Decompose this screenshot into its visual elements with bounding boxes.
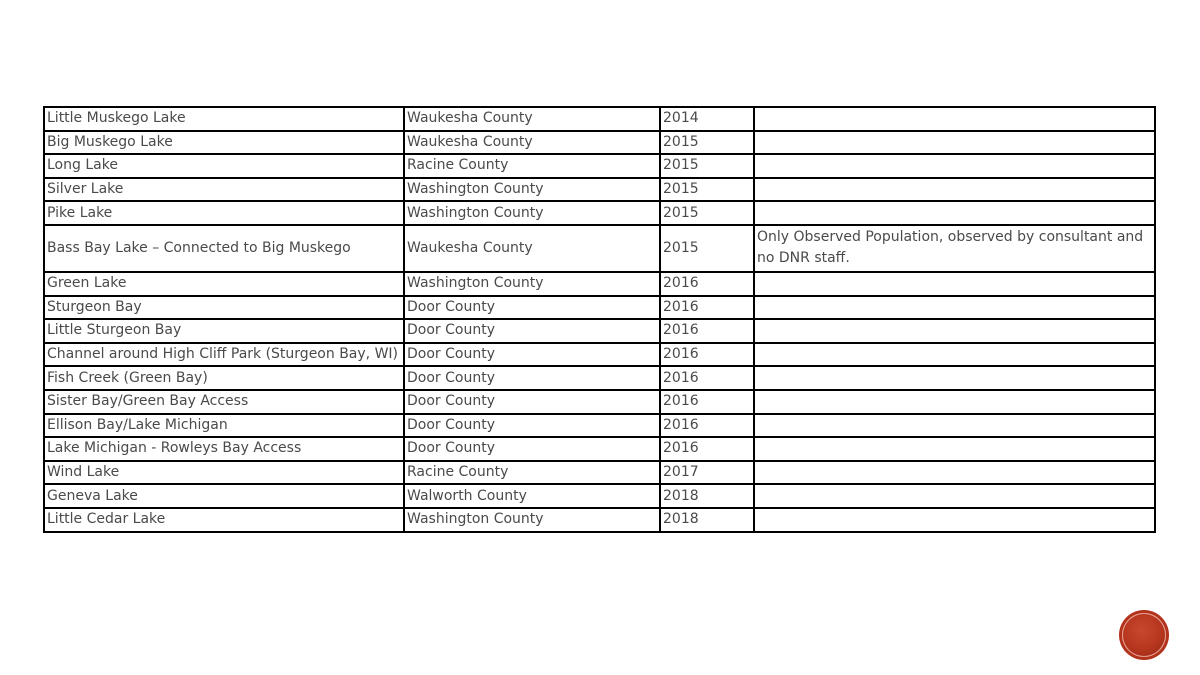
lake-table <box>43 106 1156 533</box>
lake-name-cell: Little Muskego Lake <box>44 107 404 131</box>
year-cell: 2017 <box>660 461 754 485</box>
year-cell: 2015 <box>660 131 754 155</box>
year-cell: 2015 <box>660 225 754 272</box>
note-cell <box>754 484 1155 508</box>
note-cell <box>754 437 1155 461</box>
table-row <box>44 201 1155 225</box>
note-cell <box>754 343 1155 367</box>
county-cell: Walworth County <box>404 484 660 508</box>
year-cell: 2016 <box>660 343 754 367</box>
county-cell: Washington County <box>404 201 660 225</box>
table-row <box>44 484 1155 508</box>
note-cell <box>754 131 1155 155</box>
table-row <box>44 508 1155 532</box>
lake-name-cell: Big Muskego Lake <box>44 131 404 155</box>
table-row <box>44 107 1155 131</box>
lake-name-cell: Long Lake <box>44 154 404 178</box>
county-cell: Door County <box>404 414 660 438</box>
table-row <box>44 366 1155 390</box>
lake-name-cell: Fish Creek (Green Bay) <box>44 366 404 390</box>
lake-name-cell: Channel around High Cliff Park (Sturgeon Bay, WI) <box>44 343 404 367</box>
county-cell: Washington County <box>404 178 660 202</box>
note-cell <box>754 178 1155 202</box>
county-cell: Door County <box>404 343 660 367</box>
county-cell: Door County <box>404 390 660 414</box>
lake-name-cell: Bass Bay Lake – Connected to Big Muskego <box>44 225 404 272</box>
note-cell <box>754 508 1155 532</box>
county-cell: Racine County <box>404 461 660 485</box>
note-cell <box>754 107 1155 131</box>
table-row <box>44 225 1155 272</box>
note-cell <box>754 366 1155 390</box>
year-cell: 2016 <box>660 296 754 320</box>
county-cell: Washington County <box>404 272 660 296</box>
county-cell: Racine County <box>404 154 660 178</box>
circle-button-icon[interactable] <box>1122 613 1166 657</box>
county-cell: Door County <box>404 296 660 320</box>
year-cell: 2015 <box>660 154 754 178</box>
table-row <box>44 296 1155 320</box>
year-cell: 2016 <box>660 366 754 390</box>
table-row <box>44 154 1155 178</box>
lake-name-cell: Little Sturgeon Bay <box>44 319 404 343</box>
table-row <box>44 390 1155 414</box>
note-cell <box>754 154 1155 178</box>
county-cell: Waukesha County <box>404 225 660 272</box>
lake-name-cell: Wind Lake <box>44 461 404 485</box>
year-cell: 2015 <box>660 178 754 202</box>
county-cell: Waukesha County <box>404 107 660 131</box>
note-cell <box>754 272 1155 296</box>
lake-name-cell: Silver Lake <box>44 178 404 202</box>
year-cell: 2016 <box>660 319 754 343</box>
note-cell <box>754 319 1155 343</box>
lake-name-cell: Little Cedar Lake <box>44 508 404 532</box>
year-cell: 2016 <box>660 390 754 414</box>
table-row <box>44 343 1155 367</box>
county-cell: Washington County <box>404 508 660 532</box>
county-cell: Door County <box>404 319 660 343</box>
note-cell <box>754 461 1155 485</box>
lake-name-cell: Pike Lake <box>44 201 404 225</box>
lake-name-cell: Sister Bay/Green Bay Access <box>44 390 404 414</box>
year-cell: 2018 <box>660 484 754 508</box>
note-cell <box>754 390 1155 414</box>
table-row <box>44 319 1155 343</box>
note-cell <box>754 296 1155 320</box>
note-cell <box>754 414 1155 438</box>
county-cell: Waukesha County <box>404 131 660 155</box>
note-cell <box>754 201 1155 225</box>
year-cell: 2016 <box>660 414 754 438</box>
table-row <box>44 178 1155 202</box>
table-row <box>44 272 1155 296</box>
table-row <box>44 437 1155 461</box>
table-row <box>44 414 1155 438</box>
lake-name-cell: Geneva Lake <box>44 484 404 508</box>
lake-name-cell: Lake Michigan - Rowleys Bay Access <box>44 437 404 461</box>
year-cell: 2018 <box>660 508 754 532</box>
county-cell: Door County <box>404 437 660 461</box>
lake-name-cell: Ellison Bay/Lake Michigan <box>44 414 404 438</box>
year-cell: 2014 <box>660 107 754 131</box>
note-cell: Only Observed Population, observed by consultant and no DNR staff. <box>754 225 1155 272</box>
table-row <box>44 461 1155 485</box>
year-cell: 2016 <box>660 437 754 461</box>
year-cell: 2016 <box>660 272 754 296</box>
lake-name-cell: Sturgeon Bay <box>44 296 404 320</box>
table-row <box>44 131 1155 155</box>
county-cell: Door County <box>404 366 660 390</box>
lake-name-cell: Green Lake <box>44 272 404 296</box>
year-cell: 2015 <box>660 201 754 225</box>
